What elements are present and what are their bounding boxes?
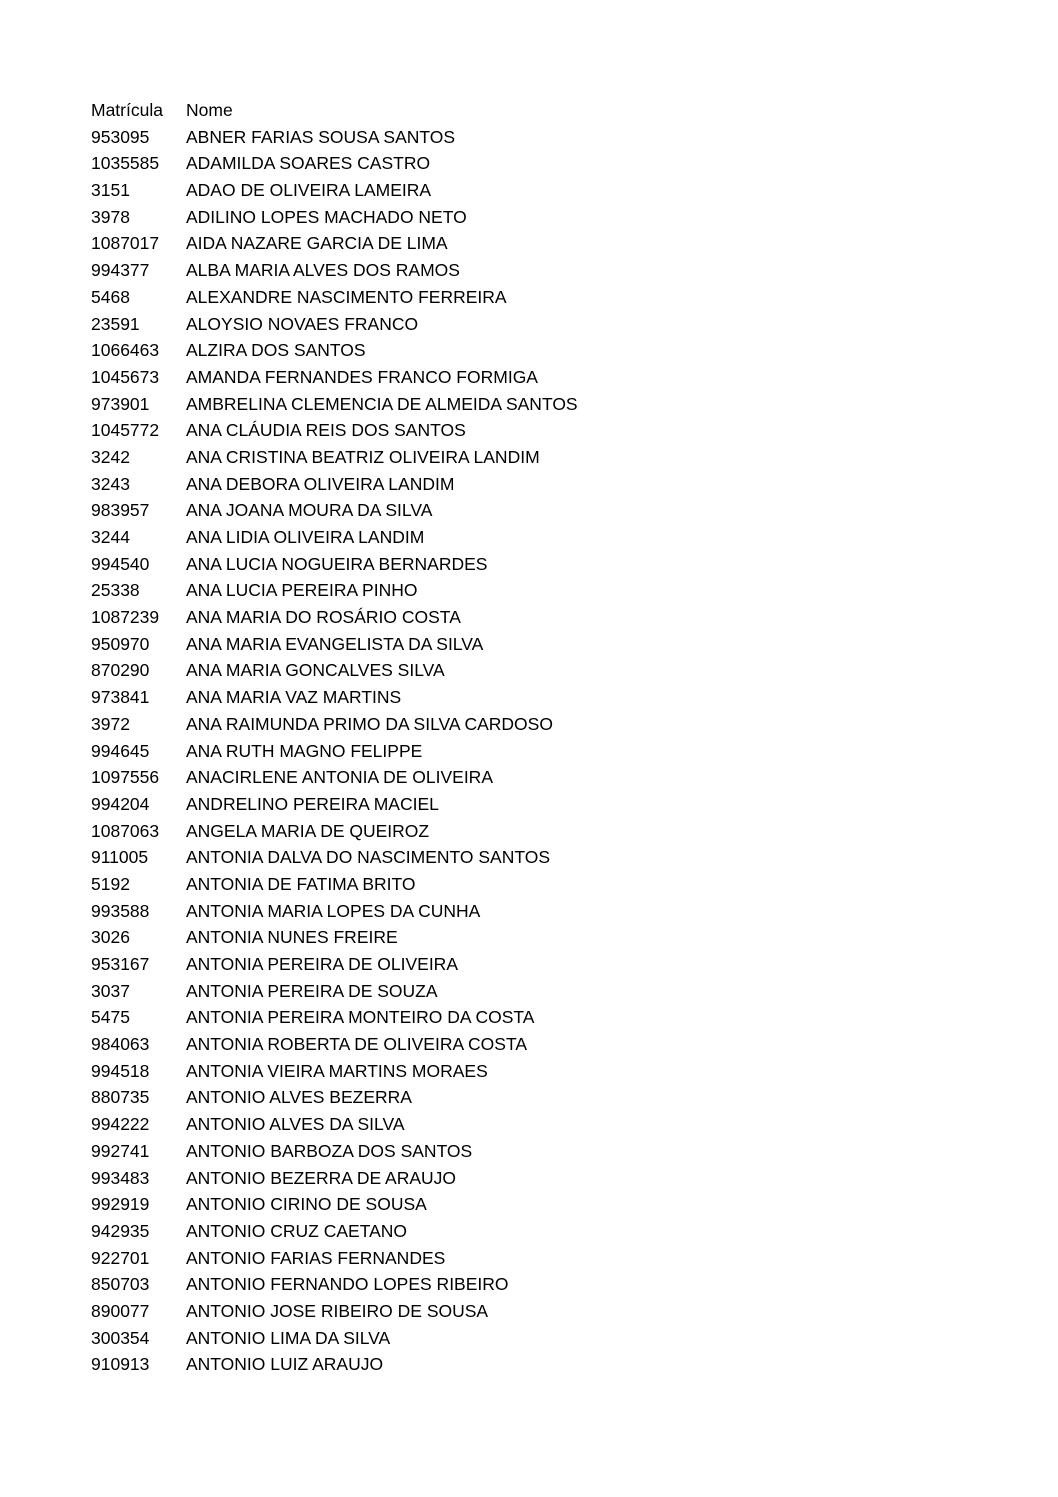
row-matricula: 992741: [91, 1140, 150, 1161]
row-matricula: 1066463: [91, 340, 160, 361]
header-nome: Nome: [186, 100, 233, 120]
table-row: [91, 604, 991, 631]
row-nome: ANTONIA NUNES FREIRE: [186, 927, 398, 948]
table-row: [91, 1165, 991, 1192]
row-nome: ANA MARIA DO ROSÁRIO COSTA: [186, 607, 461, 628]
row-nome: AMBRELINA CLEMENCIA DE ALMEIDA SANTOS: [186, 393, 578, 414]
table-row: [91, 497, 991, 524]
row-matricula: 3242: [91, 446, 130, 467]
row-matricula: 3243: [91, 473, 130, 494]
row-nome: ANA CLÁUDIA REIS DOS SANTOS: [186, 420, 466, 441]
table-row: [91, 1031, 991, 1058]
table-row: [91, 284, 991, 311]
row-matricula: 1087063: [91, 820, 160, 841]
header-matricula: Matrícula: [91, 100, 163, 120]
row-nome: ADILINO LOPES MACHADO NETO: [186, 206, 467, 227]
row-matricula: 993483: [91, 1167, 150, 1188]
table-row: [91, 337, 991, 364]
table-row: [91, 577, 991, 604]
row-matricula: 870290: [91, 660, 150, 681]
row-matricula: 3037: [91, 980, 130, 1001]
table-row: [91, 764, 991, 791]
table-row: [91, 1111, 991, 1138]
row-nome: ANTONIA PEREIRA MONTEIRO DA COSTA: [186, 1007, 535, 1028]
row-nome: ANTONIA DALVA DO NASCIMENTO SANTOS: [186, 847, 551, 868]
row-nome: ALEXANDRE NASCIMENTO FERREIRA: [186, 286, 507, 307]
table-row: [91, 657, 991, 684]
row-nome: ANA RAIMUNDA PRIMO DA SILVA CARDOSO: [186, 713, 553, 734]
table-row: [91, 1271, 991, 1298]
table-body: [91, 124, 991, 1378]
table-row: [91, 364, 991, 391]
row-matricula: 1045772: [91, 420, 160, 441]
table-row: [91, 1325, 991, 1352]
table-row: [91, 978, 991, 1005]
row-nome: ANTONIA DE FATIMA BRITO: [186, 873, 416, 894]
row-nome: ANA RUTH MAGNO FELIPPE: [186, 740, 423, 761]
row-nome: ANA MARIA GONCALVES SILVA: [186, 660, 445, 681]
table-row: [91, 391, 991, 418]
row-nome: ANA LIDIA OLIVEIRA LANDIM: [186, 527, 425, 547]
table-row: [91, 1351, 991, 1378]
row-matricula: 5475: [91, 1007, 130, 1028]
table-row: [91, 1004, 991, 1031]
row-matricula: 880735: [91, 1087, 150, 1108]
table-row: [91, 257, 991, 284]
row-nome: ANTONIO CRUZ CAETANO: [186, 1220, 408, 1241]
table-row: [91, 204, 991, 231]
row-matricula: 994518: [91, 1060, 150, 1081]
row-nome: ALOYSIO NOVAES FRANCO: [186, 313, 419, 334]
table-row: [91, 311, 991, 338]
row-matricula: 911005: [91, 847, 149, 868]
row-matricula: 950970: [91, 633, 150, 654]
table-row: [91, 818, 991, 845]
row-matricula: 994540: [91, 553, 150, 574]
row-nome: ADAMILDA SOARES CASTRO: [186, 153, 431, 174]
row-nome: ANA MARIA EVANGELISTA DA SILVA: [186, 633, 484, 654]
table-row: [91, 684, 991, 711]
table-row: [91, 524, 991, 551]
document-table: [91, 97, 991, 1378]
row-matricula: 994377: [91, 260, 150, 281]
row-matricula: 25338: [91, 580, 140, 601]
row-nome: ANTONIO BEZERRA DE ARAUJO: [186, 1167, 457, 1188]
row-nome: ANTONIO ALVES DA SILVA: [186, 1114, 405, 1135]
row-matricula: 3151: [91, 180, 130, 201]
row-matricula: 994222: [91, 1114, 150, 1135]
row-matricula: 1035585: [91, 153, 160, 174]
table-row: [91, 150, 991, 177]
row-matricula: 993588: [91, 900, 150, 921]
row-nome: ANTONIA ROBERTA DE OLIVEIRA COSTA: [186, 1034, 528, 1055]
row-nome: ANA JOANA MOURA DA SILVA: [186, 500, 433, 521]
row-nome: ANTONIO FERNANDO LOPES RIBEIRO: [186, 1274, 509, 1295]
row-matricula: 973841: [91, 687, 150, 708]
row-nome: ANTONIO LUIZ ARAUJO: [186, 1354, 384, 1375]
table-row: [91, 1084, 991, 1111]
row-matricula: 1087239: [91, 607, 160, 628]
table-row: [91, 738, 991, 765]
row-matricula: 973901: [91, 393, 150, 414]
row-nome: ANA LUCIA PEREIRA PINHO: [186, 580, 418, 601]
row-nome: ANTONIA MARIA LOPES DA CUNHA: [186, 900, 481, 921]
table-row: [91, 1191, 991, 1218]
table-row: [91, 1218, 991, 1245]
row-matricula: 3972: [91, 713, 130, 734]
row-matricula: 984063: [91, 1034, 150, 1055]
table-row: [91, 551, 991, 578]
table-row: [91, 1245, 991, 1272]
row-nome: AMANDA FERNANDES FRANCO FORMIGA: [186, 366, 538, 387]
row-nome: ANDRELINO PEREIRA MACIEL: [186, 793, 439, 814]
row-matricula: 1097556: [91, 767, 160, 788]
row-matricula: 300354: [91, 1327, 150, 1348]
table-row: [91, 471, 991, 498]
row-matricula: 850703: [91, 1274, 150, 1295]
row-matricula: 3244: [91, 527, 130, 547]
table-row: [91, 631, 991, 658]
row-matricula: 890077: [91, 1300, 150, 1321]
row-matricula: 992919: [91, 1194, 150, 1215]
row-nome: ANA LUCIA NOGUEIRA BERNARDES: [186, 553, 488, 574]
row-nome: ANTONIA VIEIRA MARTINS MORAES: [186, 1060, 488, 1081]
row-nome: ANA MARIA VAZ MARTINS: [186, 687, 402, 708]
row-matricula: 3026: [91, 927, 130, 948]
row-nome: ANGELA MARIA DE QUEIROZ: [186, 820, 430, 841]
row-matricula: 942935: [91, 1220, 150, 1241]
table-header: [91, 97, 991, 124]
row-nome: ANTONIO FARIAS FERNANDES: [186, 1247, 446, 1268]
row-nome: ANTONIO CIRINO DE SOUSA: [186, 1194, 427, 1215]
row-nome: ANACIRLENE ANTONIA DE OLIVEIRA: [186, 767, 493, 788]
row-nome: ANTONIA PEREIRA DE SOUZA: [186, 980, 438, 1001]
table-row: [91, 844, 991, 871]
row-matricula: 5468: [91, 286, 130, 307]
row-matricula: 1087017: [91, 233, 160, 254]
row-matricula: 953095: [91, 126, 150, 147]
row-nome: AIDA NAZARE GARCIA DE LIMA: [186, 233, 448, 254]
table-row: [91, 898, 991, 925]
row-matricula: 922701: [91, 1247, 150, 1268]
row-matricula: 994645: [91, 740, 150, 761]
row-matricula: 5192: [91, 873, 130, 894]
table-row: [91, 791, 991, 818]
row-nome: ANTONIO LIMA DA SILVA: [186, 1327, 391, 1348]
row-nome: ANA DEBORA OLIVEIRA LANDIM: [186, 473, 455, 494]
table-row: [91, 1298, 991, 1325]
table-row: [91, 951, 991, 978]
table-row: [91, 924, 991, 951]
row-matricula: 910913: [91, 1354, 150, 1375]
table-row: [91, 1138, 991, 1165]
row-nome: ABNER FARIAS SOUSA SANTOS: [186, 126, 456, 147]
table-row: [91, 444, 991, 471]
row-nome: ALBA MARIA ALVES DOS RAMOS: [186, 260, 460, 281]
row-nome: ADAO DE OLIVEIRA LAMEIRA: [186, 180, 432, 201]
table-row: [91, 711, 991, 738]
row-nome: ANTONIO BARBOZA DOS SANTOS: [186, 1140, 473, 1161]
table-row: [91, 417, 991, 444]
table-row: [91, 124, 991, 151]
row-matricula: 3978: [91, 206, 130, 227]
row-matricula: 983957: [91, 500, 150, 521]
row-matricula: 953167: [91, 954, 150, 974]
row-matricula: 994204: [91, 793, 150, 814]
row-matricula: 1045673: [91, 366, 160, 387]
row-nome: ANTONIO JOSE RIBEIRO DE SOUSA: [186, 1300, 489, 1321]
row-nome: ANTONIA PEREIRA DE OLIVEIRA: [186, 954, 458, 974]
table-row: [91, 1058, 991, 1085]
row-matricula: 23591: [91, 313, 140, 334]
row-nome: ALZIRA DOS SANTOS: [186, 340, 366, 361]
table-row: [91, 871, 991, 898]
table-row: [91, 177, 991, 204]
row-nome: ANTONIO ALVES BEZERRA: [186, 1087, 412, 1108]
row-nome: ANA CRISTINA BEATRIZ OLIVEIRA LANDIM: [186, 446, 540, 467]
table-row: [91, 230, 991, 257]
